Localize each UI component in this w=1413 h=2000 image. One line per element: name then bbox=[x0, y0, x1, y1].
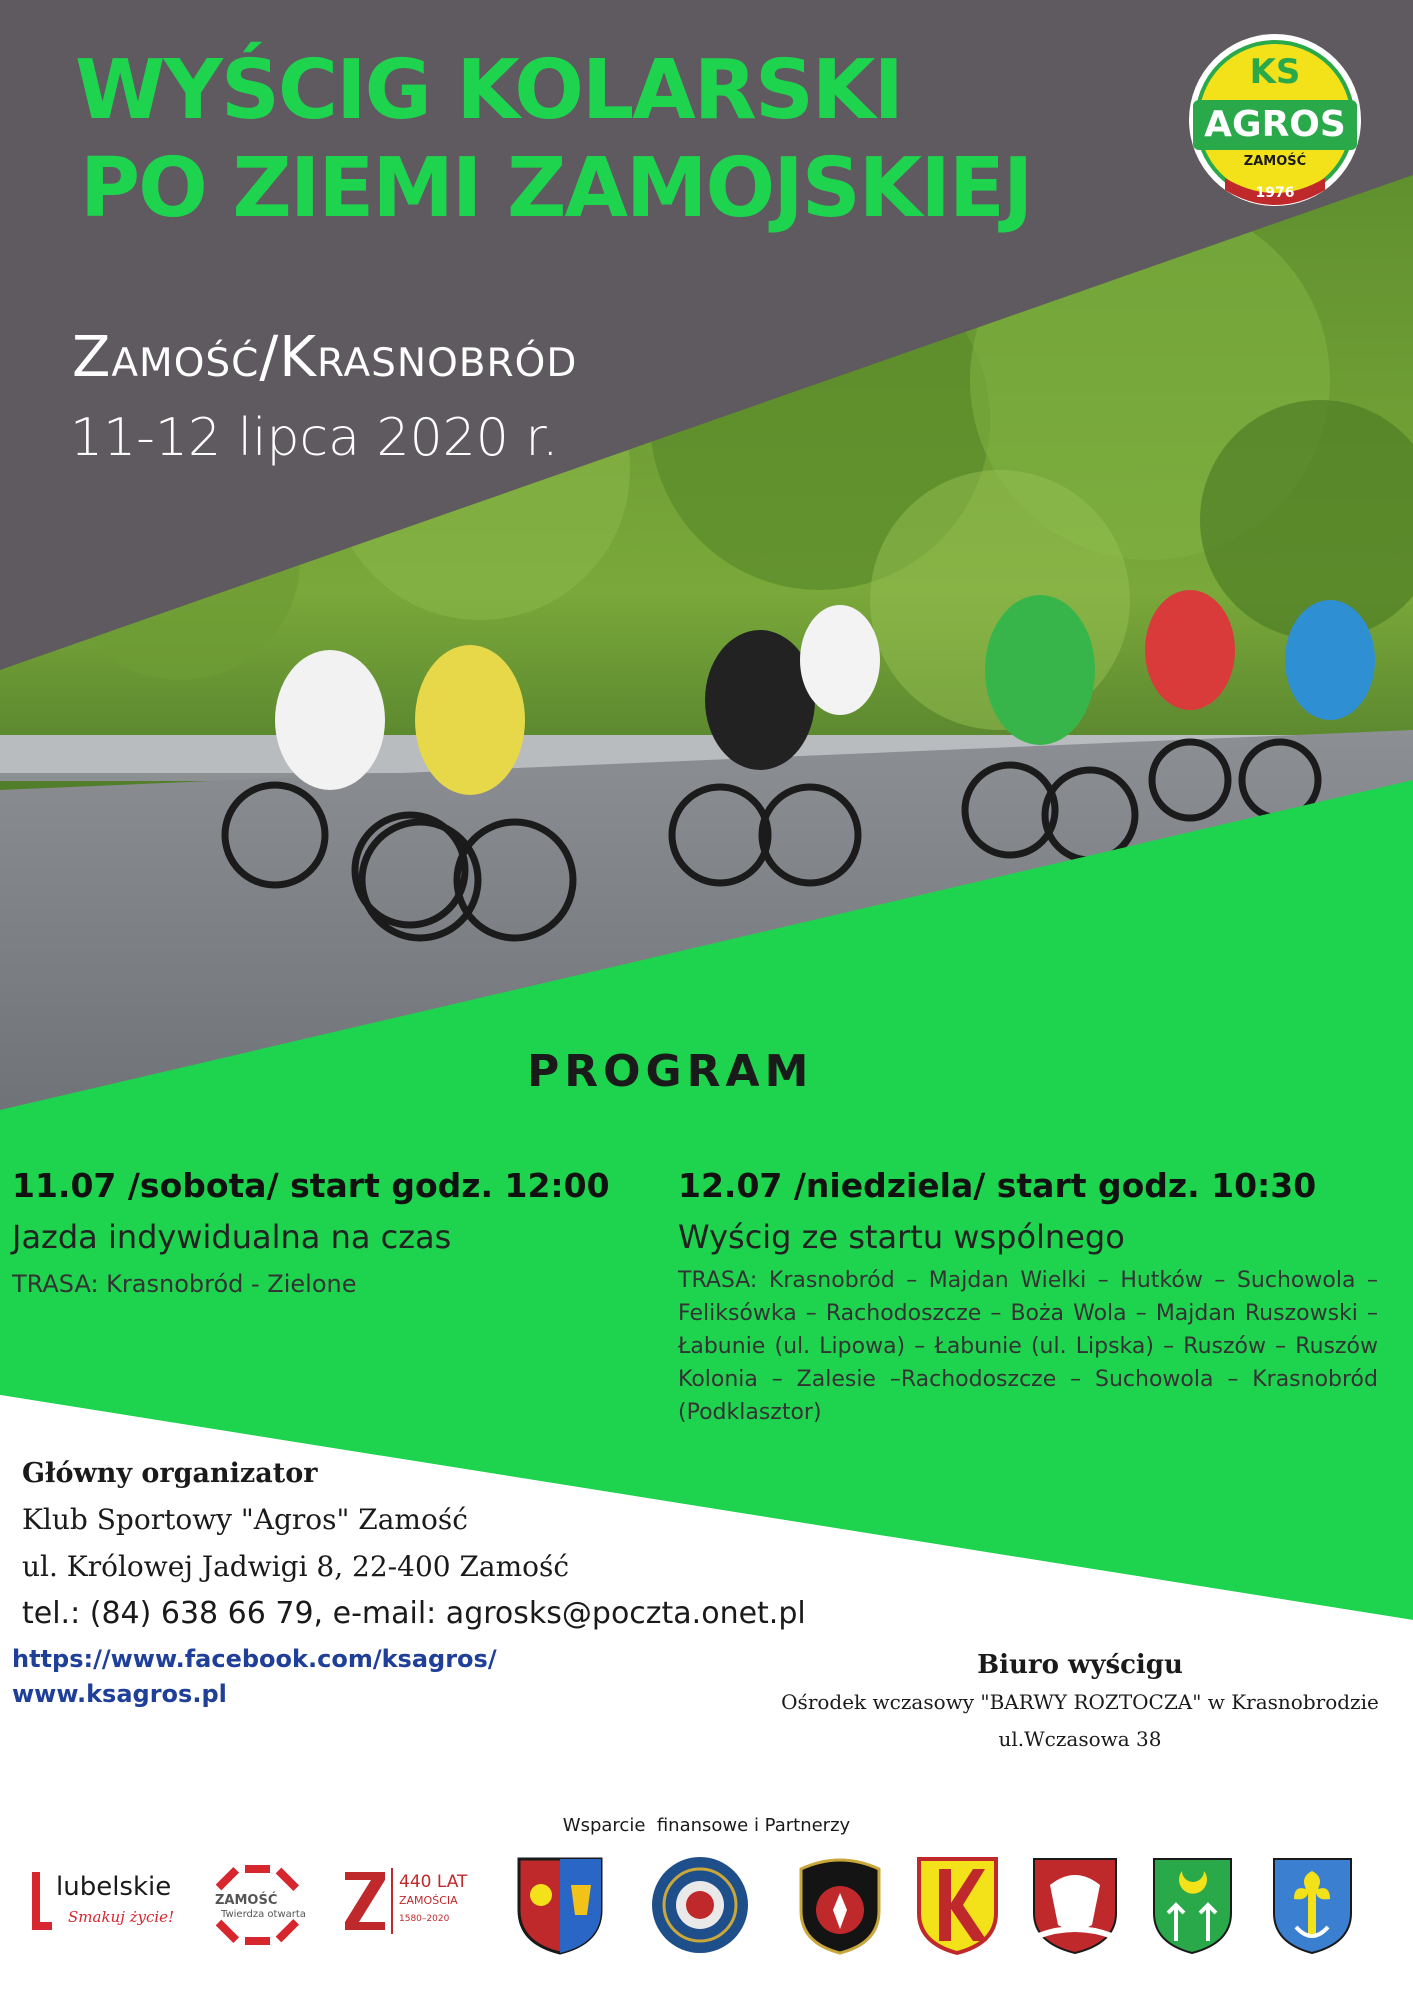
organizer-contact: tel.: (84) 638 66 79, e-mail: agrosks@poczta.onet.pl bbox=[22, 1596, 806, 1631]
day2-route: TRASA: Krasnobród – Majdan Wielki – Hutków – Suchowola – Feliksówka – Rachodoszcze – Boża Wola – Majdan Ruszowski – Łabunie (ul. Lipowa) – Łabunie (ul. Lipska) – Ruszów – Ruszów Kolonia – Zalesie –Rachodoszcze – Suchowola – Krasnobród (Podklasztor) bbox=[678, 1268, 1378, 1425]
logo-year-text: 1976 bbox=[1255, 185, 1295, 201]
office-street: ul.Wczasowa 38 bbox=[998, 1727, 1162, 1751]
day2-event: Wyścig ze startu wspólnego bbox=[678, 1218, 1125, 1256]
lubelskie-slogan: Smakuj życie! bbox=[68, 1908, 175, 1926]
cycling-federation-badge-icon bbox=[650, 1855, 750, 1955]
anniv-years: 1580–2020 bbox=[399, 1914, 450, 1924]
logo-name-text: AGROS bbox=[1204, 104, 1346, 145]
office-place: Ośrodek wczasowy "BARWY ROZTOCZA" w Krasnobrodzie bbox=[781, 1690, 1379, 1714]
organizer-heading: Główny organizator bbox=[22, 1458, 318, 1489]
event-date: 11-12 lipca 2020 r. bbox=[70, 408, 559, 468]
coat-of-arms-blue-icon bbox=[1270, 1855, 1355, 1955]
partners-heading: Wsparcie finansowe i Partnerzy bbox=[562, 1815, 851, 1836]
coat-of-arms-k-icon bbox=[915, 1855, 1000, 1955]
office-heading: Biuro wyścigu bbox=[977, 1650, 1183, 1680]
day1-route: TRASA: Krasnobród - Zielone bbox=[12, 1270, 357, 1298]
organizer-address: ul. Królowej Jadwigi 8, 22-400 Zamość bbox=[22, 1550, 570, 1583]
coat-of-arms-crescent-tree-icon bbox=[1150, 1855, 1235, 1955]
440-lat-zamoscia-logo bbox=[345, 1868, 485, 1940]
day1-header: 11.07 /sobota/ start godz. 12:00 bbox=[12, 1166, 610, 1205]
event-location: Zamość/Krasnobród bbox=[72, 325, 578, 390]
zamosc-twierdza-logo bbox=[205, 1865, 310, 1945]
lubelskie-wordmark: lubelskie bbox=[56, 1872, 172, 1902]
logo-city-text: ZAMOŚĆ bbox=[1243, 154, 1307, 169]
anniv-line-1: 440 LAT bbox=[399, 1872, 468, 1892]
day2-header: 12.07 /niedziela/ start godz. 10:30 bbox=[678, 1166, 1317, 1205]
coat-of-arms-1-icon bbox=[515, 1855, 605, 1955]
title-line-2: PO ZIEMI ZAMOJSKIEJ bbox=[80, 141, 1032, 236]
pzkol-logo-icon bbox=[795, 1855, 885, 1955]
organizer-name: Klub Sportowy "Agros" Zamość bbox=[22, 1503, 468, 1536]
zamosc-slogan: Twierdza otwarta bbox=[221, 1909, 306, 1920]
title-line-1: WYŚCIG KOLARSKI bbox=[75, 43, 902, 138]
lubelskie-logo bbox=[32, 1868, 182, 1938]
ks-agros-logo bbox=[1185, 30, 1365, 210]
coat-of-arms-griffin-icon bbox=[1030, 1855, 1120, 1955]
day1-event: Jazda indywidualna na czas bbox=[12, 1218, 452, 1256]
program-heading: PROGRAM bbox=[527, 1046, 814, 1097]
logo-ks-text: KS bbox=[1249, 52, 1301, 92]
facebook-link[interactable]: https://www.facebook.com/ksagros/ bbox=[12, 1645, 497, 1673]
anniv-line-2: ZAMOŚCIA bbox=[399, 1894, 458, 1907]
zamosc-wordmark: ZAMOŚĆ bbox=[215, 1893, 278, 1908]
website-link[interactable]: www.ksagros.pl bbox=[12, 1680, 227, 1708]
